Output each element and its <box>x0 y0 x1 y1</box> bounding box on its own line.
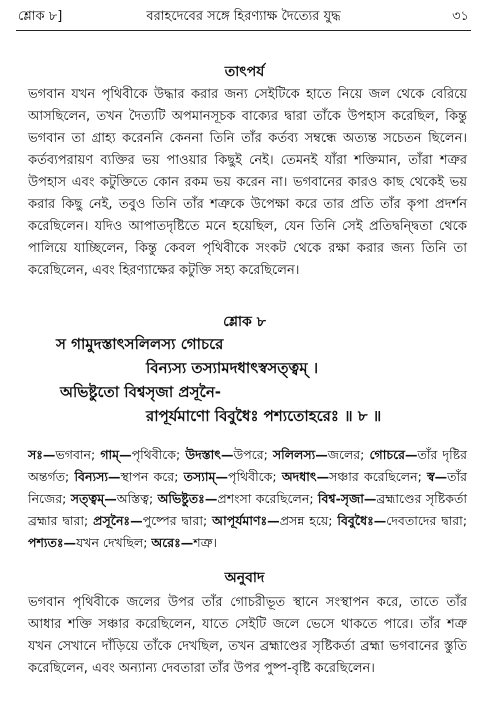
synonym-entry <box>158 491 310 506</box>
synonym-word: অদধাৎ— <box>281 469 330 484</box>
synonym-word: গাম্— <box>100 447 132 462</box>
header-page-number: ৩১ <box>452 9 469 24</box>
verse-heading: শ্লোক ৮ <box>223 314 266 330</box>
synonym-meaning: ব্রহ্মাণ্ডের সৃষ্টিকর্তা ব্রহ্মার দ্বারা <box>28 491 467 528</box>
verse-line-1: স গামুদস্তাৎসলিলস্য গোচরে <box>56 335 224 353</box>
synonym-meaning: অস্তিত্ব <box>116 491 149 506</box>
synonym-word: বিন্যস্য— <box>74 469 121 484</box>
synonym-meaning: স্থাপন করে <box>120 469 175 484</box>
synonym-word: উদস্তাৎ— <box>185 447 234 462</box>
translation-heading: অনুবাদ <box>224 570 265 586</box>
synonym-entry <box>93 513 203 528</box>
header-chapter-title: বরাহদেবের সঙ্গে হিরণ্যাক্ষ দৈত্যের যুদ্ধ <box>146 9 341 24</box>
synonym-word: বিশ্ব-সৃজা— <box>317 491 377 506</box>
synonym-entry <box>185 447 263 462</box>
synonym-entry <box>212 513 328 528</box>
synonym-word: সত্ত্বম্— <box>70 491 117 506</box>
synonym-word: সঃ— <box>28 447 56 462</box>
purport-text: ভগবান যখন পৃথিবীকে উদ্ধার করার জন্য সেইটিকে হাতে নিয়ে জল থেকে বেরিয়ে আসছিলেন, তখন দৈত্যটি অপমানসূচক বাক্যের দ্বারা তাঁকে উপহাস করেছিল, কিন্তু ভগবান তা গ্রাহ্য করেননি কেননা তিনি তাঁর কর্তব্য সম্বন্ধে অত্যন্ত সচেতন ছিলেন। কর্তব্যপরায়ণ ব্যক্তির ভয় পাওয়ার কিছুই নেই। তেমনই যাঁরা শক্তিমান, তাঁরা শত্রুর উপহাস এবং কটুক্তিতে কোন রকম ভয় করেন না। ভগবানের কারও কাছ থেকেই ভয় করার কিছু নেই, তবুও তিনি তাঁর শত্রুকে উপেক্ষা করে তার প্রতি তাঁর কৃপা প্রদর্শন করেছিলেন। যদিও আপাতদৃষ্টিতে মনে হয়েছিল, যেন তিনি সেই প্রতিদ্বন্দ্বিতা থেকে পালিয়ে যাচ্ছিলেন, কিন্তু কেবল পৃথিবীকে সংকট থেকে রক্ষা করার জন্য তিনি তা করেছিলেন, এবং হিরণ্যাক্ষের কটুক্তি সহ্য করেছিলেন। <box>28 87 467 278</box>
verse-line-2: বিন্যস্য তস্যামদধাৎস্বসত্ত্বম্ । <box>146 359 319 377</box>
synonym-entry <box>71 491 149 506</box>
synonym-word: তস্যাম্— <box>183 469 228 484</box>
synonym-meaning: তাঁর নিজের <box>28 469 468 506</box>
synonym-meaning: প্রসন্ন হয়ে <box>279 513 329 528</box>
synonym-meaning: প্রশংসা করেছিলেন <box>217 491 310 506</box>
synonym-entry <box>337 513 462 528</box>
synonym-entry <box>100 447 176 462</box>
synonym-word: অভিষ্টুতঃ— <box>157 491 218 506</box>
synonym-meaning: যখন দেখছিল <box>76 535 144 550</box>
synonym-meaning: পুষ্পের দ্বারা <box>142 513 204 528</box>
verse-line-3: অভিষ্টুতো বিশ্বসৃজা প্রসূনৈ- <box>60 383 221 401</box>
synonym-entry <box>28 535 143 550</box>
synonym-meaning: শত্রু। <box>193 535 217 550</box>
synonym-word: পশ্যতঃ— <box>28 535 77 550</box>
synonym-entry <box>151 535 217 550</box>
verse-line-4: রাপূর্যমাণো বিবুধৈঃ পশ্যতোহরেঃ ॥ ৮ ॥ <box>146 407 382 425</box>
synonym-entry <box>28 447 91 462</box>
synonym-word: আপূর্যমাণঃ— <box>212 513 280 528</box>
purport-heading: তাৎপর্য <box>224 64 265 80</box>
synonym-meaning: ভগবান <box>55 447 91 462</box>
synonym-word: সলিলস্য— <box>272 447 328 462</box>
synonym-entry <box>273 447 360 462</box>
synonym-meaning: তাঁর দৃষ্টির অন্তর্গত <box>28 447 468 484</box>
synonym-meaning: উপরে <box>233 447 264 462</box>
synonym-meaning: পৃথিবীকে <box>131 447 177 462</box>
header-divider <box>16 30 471 31</box>
synonym-meaning: জলের <box>327 447 361 462</box>
synonym-entry <box>184 469 273 484</box>
synonym-meaning: দেবতাদের দ্বারা <box>386 513 463 528</box>
page-header <box>18 6 469 28</box>
synonym-word: বিবুধৈঃ— <box>337 513 387 528</box>
synonyms-text: সঃ—ভগবান; গাম্—পৃথিবীকে; উদস্তাৎ—উপরে; সলিলস্য—জলের; গোচরে—তাঁর দৃষ্টির অন্তর্গত; বিন্যস্য—স্থাপন করে; তস্যাম্—পৃথিবীকে; অদধাৎ—সঞ্চার করেছিলেন; স্ব—তাঁর নিজের; সত্ত্বম্—অস্তিত্ব; অভিষ্টুতঃ—প্রশংসা করেছিলেন; বিশ্ব-সৃজা—ব্রহ্মাণ্ডের সৃষ্টিকর্তা ব্রহ্মার দ্বারা; প্রসূনৈঃ—পুষ্পের দ্বারা; আপূর্যমাণঃ—প্রসন্ন হয়ে; বিবুধৈঃ—দেবতাদের দ্বারা; পশ্যতঃ—যখন দেখছিল; অরেঃ—শত্রু। <box>28 447 468 550</box>
synonym-meaning: সঞ্চার করেছিলেন <box>329 469 418 484</box>
synonym-word: গোচরে— <box>369 447 418 462</box>
header-verse-ref: শ্লোক ৮] <box>18 9 63 24</box>
synonym-word: স্ব— <box>427 469 448 484</box>
synonym-word: অরেঃ— <box>151 535 194 550</box>
synonym-word: প্রসূনৈঃ— <box>93 513 143 528</box>
synonym-entry <box>282 469 418 484</box>
synonym-entry <box>74 469 174 484</box>
translation-text: ভগবান পৃথিবীকে জলের উপর তাঁর গোচরীভূত স্থানে সংস্থাপন করে, তাতে তাঁর আধার শক্তি সঞ্চার করেছিলেন, যাতে সেইটি জলে ভেসে থাকতে পারে। তাঁর শত্রু যখন সেখানে দাঁড়িয়ে তাঁকে দেখছিল, তখন ব্রহ্মাণ্ডের সৃষ্টিকর্তা ব্রহ্মা ভগবানের স্তুতি করেছিলেন, এবং অন্যান্য দেবতারা তাঁর উপর পুষ্প-বৃষ্টি করেছিলেন। <box>28 595 467 676</box>
synonym-meaning: পৃথিবীকে <box>227 469 273 484</box>
